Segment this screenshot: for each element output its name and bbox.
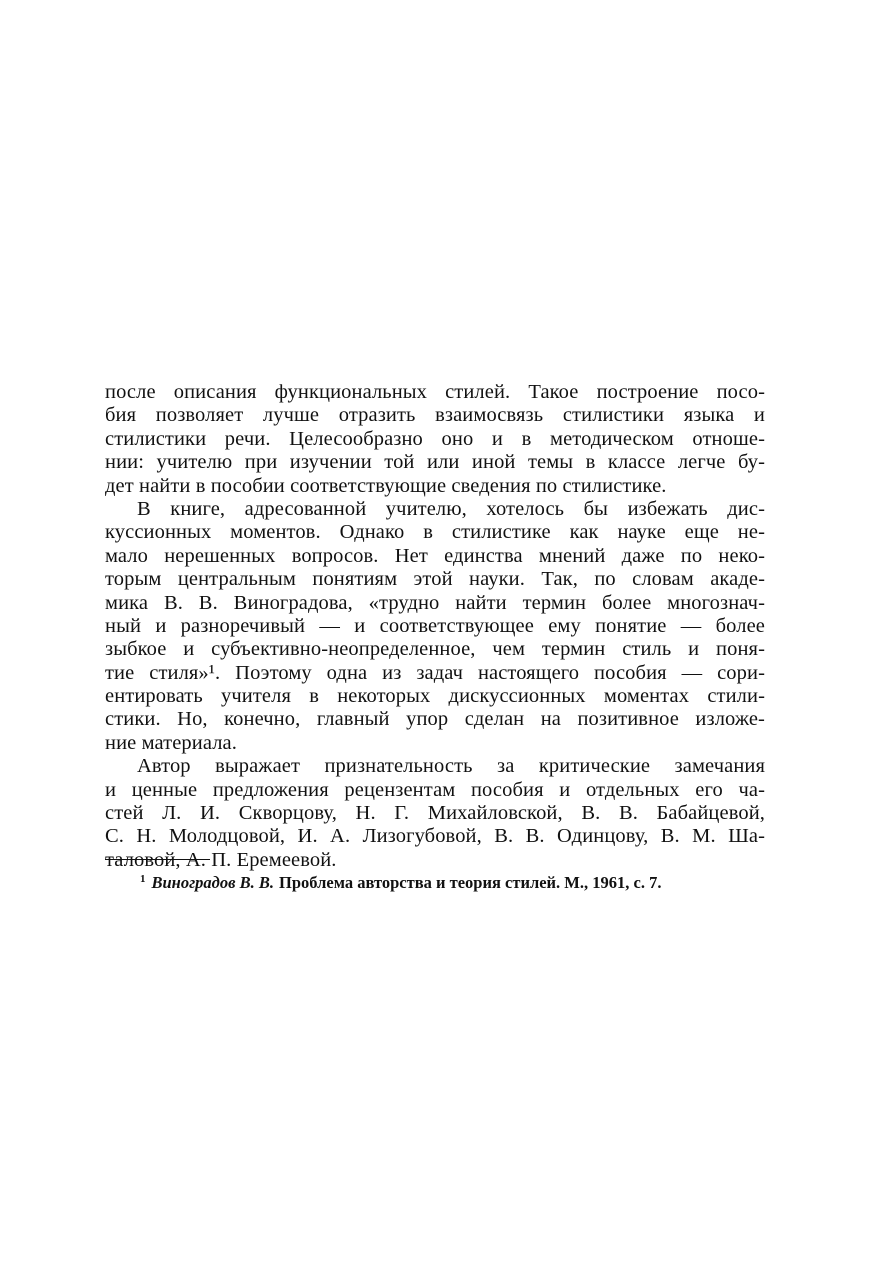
text-line: таловой, А. П. Еремеевой. bbox=[105, 848, 337, 871]
text-line: стей Л. И. Скворцову, Н. Г. Михайловской, В. В. Бабайцевой, bbox=[105, 802, 765, 825]
footnote-marker: 1 bbox=[140, 872, 146, 885]
text-line: нии: учителю при изучении той или иной темы в классе легче бу- bbox=[105, 451, 765, 474]
text-line: куссионных моментов. Однако в стилистике как науке еще не- bbox=[105, 521, 765, 544]
footnote-divider bbox=[105, 859, 210, 860]
text-line: зыбкое и субъективно-неопределенное, чем термин стиль и поня- bbox=[105, 638, 765, 661]
text-line: после описания функциональных стилей. Такое построение посо- bbox=[105, 381, 765, 403]
text-line: дет найти в пособии соответствующие сведения по стилистике. bbox=[105, 474, 667, 497]
footnote bbox=[140, 872, 770, 894]
text-line: и ценные предложения рецензентам пособия и отдельных его ча- bbox=[105, 778, 765, 801]
text-line: мика В. В. Виноградова, «трудно найти термин более многознач- bbox=[105, 591, 765, 614]
text-line: ентировать учителя в некоторых дискуссионных моментах стили- bbox=[105, 685, 765, 708]
text-line: С. Н. Молодцовой, И. А. Лизогубовой, В. В. Одинцову, В. М. Ша- bbox=[105, 825, 765, 848]
text-line: ние материала. bbox=[105, 731, 237, 754]
text-line: В книге, адресованной учителю, хотелось бы избежать дис- bbox=[137, 497, 765, 520]
footnote-text: Проблема авторства и теория стилей. М., 1961, с. 7. bbox=[279, 873, 662, 892]
text-line: стики. Но, конечно, главный упор сделан на позитивное изложе- bbox=[105, 708, 765, 731]
text-line: торым центральным понятиям этой науки. Так, по словам акаде- bbox=[105, 568, 765, 591]
text-line: стилистики речи. Целесообразно оно и в методическом отноше- bbox=[105, 427, 765, 450]
text-line: тие стиля»¹. Поэтому одна из задач настоящего пособия — сори- bbox=[105, 661, 765, 684]
text-line: мало нерешенных вопросов. Нет единства мнений даже по неко- bbox=[105, 544, 765, 567]
text-line: бия позволяет лучше отразить взаимосвязь стилистики языка и bbox=[105, 404, 765, 427]
footnote-author: Виноградов В. В. bbox=[151, 873, 275, 892]
text-line: ный и разноречивый — и соответствующее ему понятие — более bbox=[105, 614, 765, 637]
body-text bbox=[105, 381, 765, 872]
text-line: Автор выражает признательность за критические замечания bbox=[137, 755, 765, 778]
